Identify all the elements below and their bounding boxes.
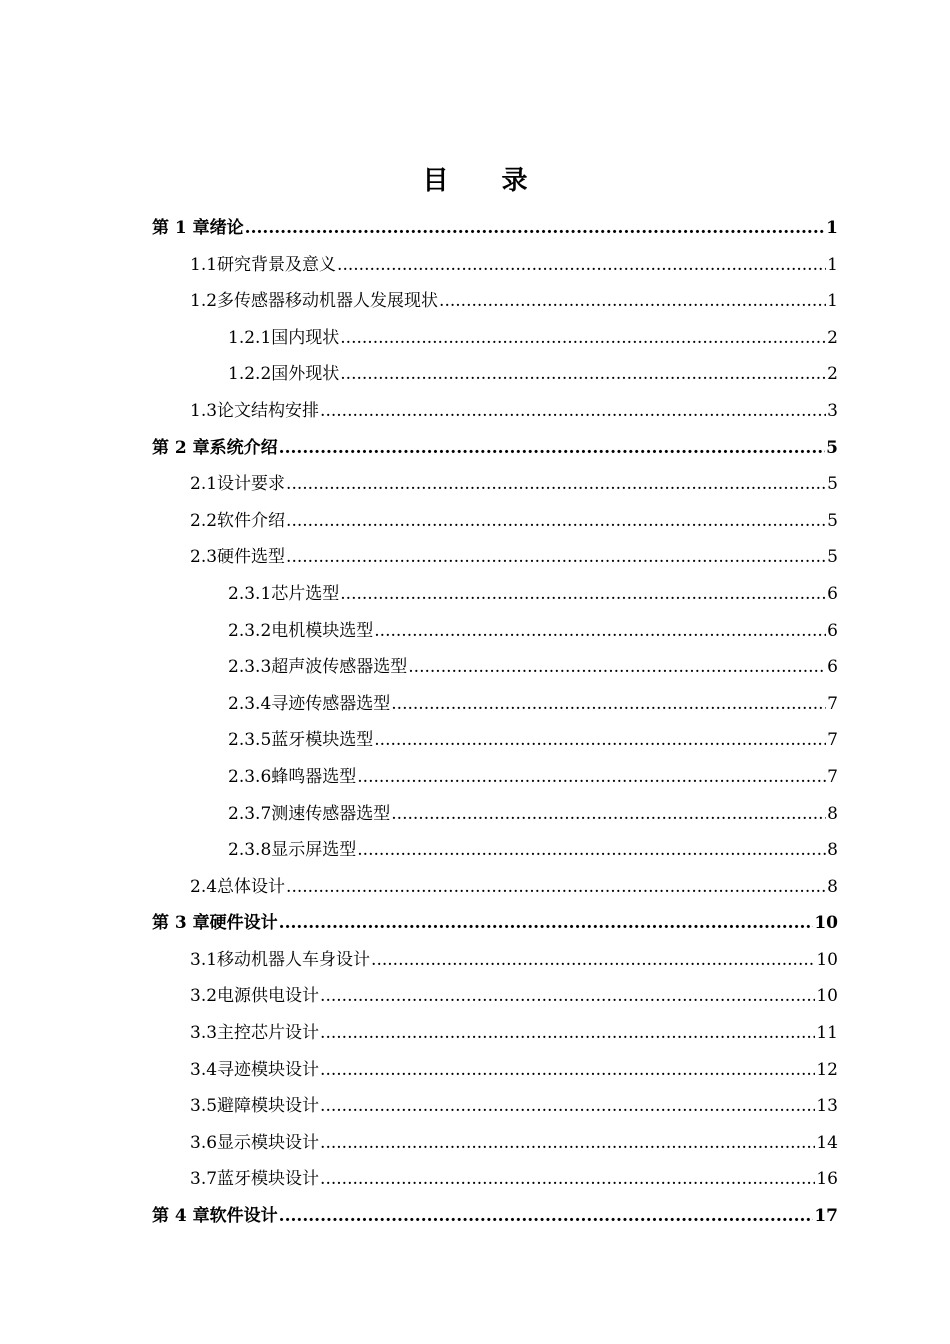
toc-page-number: 7 — [827, 730, 838, 751]
toc-leader-dots — [320, 1052, 815, 1089]
toc-number: 2.3.8 — [228, 840, 272, 861]
toc-title: 论文结构安排 — [217, 400, 320, 421]
toc-title: 硬件设计 — [209, 913, 278, 934]
toc-title: 主控芯片设计 — [217, 1023, 320, 1044]
toc-title: 寻迹模块设计 — [217, 1059, 320, 1080]
toc-title: 国内现状 — [271, 327, 340, 348]
toc-number: 2.1 — [190, 474, 218, 495]
toc-title: 研究背景及意义 — [217, 254, 337, 275]
toc-number: 2.3.5 — [228, 730, 272, 751]
toc-number: 3.4 — [190, 1059, 218, 1080]
toc-leader-dots — [340, 576, 826, 613]
toc-section-row[interactable] — [152, 942, 838, 979]
toc-page-number: 1 — [826, 218, 838, 238]
toc-page-number: 10 — [814, 913, 838, 934]
toc-title: 蓝牙模块选型 — [271, 730, 374, 751]
toc-leader-dots — [279, 1198, 814, 1235]
toc-leader-dots — [245, 210, 825, 247]
toc-section-row[interactable] — [152, 466, 838, 503]
toc-leader-dots — [320, 393, 826, 430]
toc-number: 1.1 — [190, 254, 218, 275]
toc-title: 软件设计 — [209, 1206, 278, 1227]
toc-section-row[interactable] — [152, 356, 838, 393]
toc-number: 2.3.7 — [228, 803, 272, 824]
toc-leader-dots — [286, 466, 826, 503]
page-title: 目 录 — [422, 166, 550, 196]
toc-number: 2.3.4 — [228, 693, 272, 714]
toc-page-number: 17 — [814, 1206, 838, 1227]
toc-section-row[interactable] — [152, 722, 838, 759]
toc-title: 多传感器移动机器人发展现状 — [217, 291, 439, 312]
toc-page-number: 7 — [827, 766, 838, 787]
toc-page-number: 5 — [827, 547, 838, 568]
toc-number: 2.4 — [190, 876, 218, 897]
toc-number: 2.3.6 — [228, 766, 272, 787]
toc-title: 系统介绍 — [209, 437, 278, 458]
toc-title: 电源供电设计 — [217, 986, 320, 1007]
toc-page-number: 5 — [827, 510, 838, 531]
toc-page-number: 14 — [816, 1132, 838, 1153]
toc-title: 国外现状 — [271, 364, 340, 385]
toc-section-row[interactable] — [152, 832, 838, 869]
toc-leader-dots — [320, 1015, 815, 1052]
toc-leader-dots — [320, 1088, 815, 1125]
toc-chapter-row[interactable] — [152, 210, 838, 247]
toc-leader-dots — [371, 942, 815, 979]
toc-leader-dots — [337, 247, 826, 284]
toc-leader-dots — [439, 283, 826, 320]
toc-page-number: 6 — [827, 583, 838, 604]
toc-title: 显示屏选型 — [271, 840, 357, 861]
toc-title: 蓝牙模块设计 — [217, 1169, 320, 1190]
toc-page-number: 6 — [827, 657, 838, 678]
toc-chapter-row[interactable] — [152, 1198, 838, 1235]
toc-leader-dots — [320, 1125, 815, 1162]
toc-number: 第 3 章 — [152, 913, 210, 934]
toc-number: 3.1 — [190, 949, 218, 970]
toc-title: 芯片选型 — [271, 583, 340, 604]
toc-title: 硬件选型 — [217, 547, 286, 568]
toc-number: 3.3 — [190, 1023, 218, 1044]
toc-leader-dots — [357, 759, 826, 796]
toc-title: 超声波传感器选型 — [271, 657, 408, 678]
toc-section-row[interactable] — [152, 649, 838, 686]
toc-section-row[interactable] — [152, 503, 838, 540]
toc-number: 第 2 章 — [152, 437, 210, 458]
toc-section-row[interactable] — [152, 869, 838, 906]
toc-leader-dots — [391, 796, 826, 833]
toc-leader-dots — [279, 430, 825, 467]
toc-number: 第 4 章 — [152, 1206, 210, 1227]
toc-page-number: 6 — [827, 620, 838, 641]
toc-page-number: 10 — [816, 949, 838, 970]
toc-leader-dots — [286, 503, 826, 540]
toc-section-row[interactable] — [152, 1015, 838, 1052]
toc-page-number: 8 — [827, 840, 838, 861]
toc-title: 软件介绍 — [217, 510, 286, 531]
toc-section-row[interactable] — [152, 1161, 838, 1198]
toc-chapter-row[interactable] — [152, 430, 838, 467]
toc-page-number: 5 — [827, 474, 838, 495]
toc-page-number: 7 — [827, 693, 838, 714]
toc-section-row[interactable] — [152, 759, 838, 796]
toc-number: 3.5 — [190, 1096, 218, 1117]
toc-section-row[interactable] — [152, 1052, 838, 1089]
toc-page-number: 1 — [827, 291, 838, 312]
toc-page-number: 3 — [827, 400, 838, 421]
toc-leader-dots — [340, 320, 826, 357]
toc-number: 2.2 — [190, 510, 218, 531]
toc-page-number: 5 — [826, 437, 838, 458]
toc-leader-dots — [391, 686, 826, 723]
toc-leader-dots — [374, 722, 826, 759]
toc-page-number: 10 — [816, 986, 838, 1007]
toc-leader-dots — [357, 832, 826, 869]
toc-section-row[interactable] — [152, 978, 838, 1015]
toc-page-number: 12 — [816, 1059, 838, 1080]
toc-page-number: 8 — [827, 803, 838, 824]
toc-page-number: 13 — [816, 1096, 838, 1117]
toc-number: 2.3.2 — [228, 620, 272, 641]
toc-section-row[interactable] — [152, 576, 838, 613]
toc-leader-dots — [374, 613, 826, 650]
toc-page-number: 8 — [827, 876, 838, 897]
toc-section-row[interactable] — [152, 283, 838, 320]
toc-leader-dots — [286, 869, 826, 906]
toc-number: 3.2 — [190, 986, 218, 1007]
table-of-contents — [152, 210, 838, 1235]
toc-page-number: 11 — [816, 1023, 838, 1044]
toc-number: 第 1 章 — [152, 218, 210, 238]
toc-title: 电机模块选型 — [271, 620, 374, 641]
toc-number: 1.2 — [190, 291, 218, 312]
toc-number: 3.7 — [190, 1169, 218, 1190]
toc-leader-dots — [279, 905, 814, 942]
toc-title: 蜂鸣器选型 — [271, 766, 357, 787]
toc-section-row[interactable] — [152, 796, 838, 833]
toc-leader-dots — [340, 356, 826, 393]
toc-page-number: 2 — [827, 327, 838, 348]
toc-number: 2.3.3 — [228, 657, 272, 678]
toc-title: 移动机器人车身设计 — [217, 949, 371, 970]
toc-leader-dots — [286, 539, 826, 576]
toc-page-number: 1 — [827, 254, 838, 275]
toc-leader-dots — [408, 649, 826, 686]
toc-section-row[interactable] — [152, 1088, 838, 1125]
toc-title: 总体设计 — [217, 876, 286, 897]
toc-title: 寻迹传感器选型 — [271, 693, 391, 714]
toc-section-row[interactable] — [152, 393, 838, 430]
toc-leader-dots — [320, 1161, 815, 1198]
toc-title: 显示模块设计 — [217, 1132, 320, 1153]
toc-section-row[interactable] — [152, 320, 838, 357]
toc-section-row[interactable] — [152, 539, 838, 576]
toc-leader-dots — [320, 978, 815, 1015]
toc-number: 1.3 — [190, 400, 218, 421]
toc-number: 1.2.1 — [228, 327, 272, 348]
toc-title: 绪论 — [209, 218, 244, 238]
toc-section-row[interactable] — [152, 1125, 838, 1162]
toc-number: 2.3.1 — [228, 583, 272, 604]
toc-number: 1.2.2 — [228, 364, 272, 385]
toc-number: 2.3 — [190, 547, 218, 568]
toc-section-row[interactable] — [152, 247, 838, 284]
toc-chapter-row[interactable] — [152, 905, 838, 942]
toc-title: 避障模块设计 — [217, 1096, 320, 1117]
toc-title: 设计要求 — [217, 474, 286, 495]
toc-section-row[interactable] — [152, 613, 838, 650]
toc-title: 测速传感器选型 — [271, 803, 391, 824]
toc-section-row[interactable] — [152, 686, 838, 723]
toc-page-number: 16 — [816, 1169, 838, 1190]
toc-page-number: 2 — [827, 364, 838, 385]
toc-number: 3.6 — [190, 1132, 218, 1153]
